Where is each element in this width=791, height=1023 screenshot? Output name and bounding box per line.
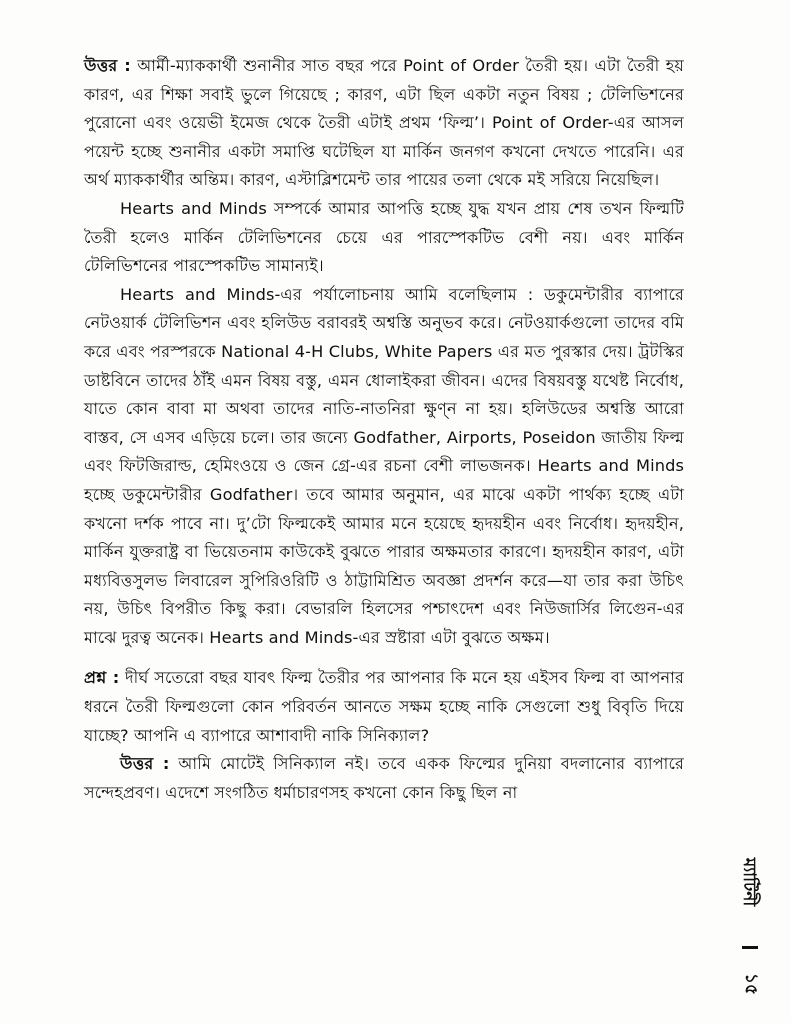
question-label: প্রশ্ন : [84,668,120,688]
page-number: ১৫ [741,972,761,996]
paragraph-question [84,664,684,750]
book-title: ম্যাটিনী [739,857,759,907]
answer-label: উত্তর : [120,754,170,774]
paragraph-hearts-and-minds-review [84,281,684,653]
answer-label: উত্তর : [84,56,131,75]
paragraph-hearts-and-minds-objection [84,195,684,281]
paragraph-answer-1 [84,52,684,195]
paragraph-text: Hearts and Minds-এর পর্যালোচনায় আমি বলেছিলাম : ডকুমেন্টারীর ব্যাপারে নেটওয়ার্ক টেলিভিশন এবং হলিউড বরাবরই অশ্বস্তি অনুভব করে। নেটওয়ার্কগুলো তাদের বমি করে এবং পরস্পরকে National 4-H Clubs, White Papers এর মত পুরস্কার দেয়। ট্রটস্কির ডাষ্টবিনে তাদের ঠাঁই এমন বিষয় বস্তু, এমন ধোলাইকরা জীবন। এদের বিষয়বস্তু যথেষ্ট নির্বোধ, যাতে কোন বাবা মা অথবা তাদের নাতি-নাতনিরা ক্ষুণ্ন না হয়। হলিউডের অশ্বস্তি আরো বাস্তব, সে এসব এড়িয়ে চলে। তার জন্যে Godfather, Airports, Poseidon জাতীয় ফিল্ম এবং ফিটজিরাল্ড, হেমিংওয়ে ও জেন গ্রে-এর রচনা বেশী লাভজনক। Hearts and Minds হচ্ছে ডকুমেন্টারীর Godfather। তবে আমার অনুমান, এর মাঝে একটা পার্থক্য হচ্ছে এটা কখনো দর্শক পাবে না। দু’টো ফিল্মকেই আমার মনে হয়েছে হৃদয়হীন এবং নির্বোধ। হৃদয়হীন, মার্কিন যুক্তরাষ্ট্র বা ভিয়েতনাম কাউকেই বুঝতে পারার অক্ষমতার কারণে। হৃদয়হীন কারণ, এটা মধ্যবিত্তসুলভ লিবারেল সুপিরিওরিটি ও ঠাট্টামিশ্রিত অবজ্ঞা প্রদর্শন করে—যা তার করা উচিৎ নয়, উচিৎ বিপরীত কিছু করা। বেভারলি হিলসের পশ্চাৎদেশ এবং নিউজার্সির লিগুেন-এর মাঝে দুরত্ব অনেক। Hearts and Minds-এর স্রষ্টারা এটা বুঝতে অক্ষম। [84,284,684,647]
paragraph-text: আমি মোটেই সিনিক্যাল নই। তবে একক ফিল্মের দুনিয়া বদলানোর ব্যাপারে সন্দেহপ্রবণ। এদেশে সংগঠিত ধর্মাচারণসহ কখনো কোন কিছু ছিল না [84,754,684,802]
separator-bar [742,946,758,949]
paragraph-gap [84,652,684,664]
paragraph-text: দীর্ঘ সতেরো বছর যাবৎ ফিল্ম তৈরীর পর আপনার কি মনে হয় এইসব ফিল্ম বা আপনার ধরনে তৈরী ফিল্মগুলো কোন পরিবর্তন আনতে সক্ষম হচ্ছে নাকি সেগুলো শুধু বিবৃতি দিয়ে যাচ্ছে? আপনি এ ব্যাপারে আশাবাদী নাকি সিনিক্যাল? [84,668,685,745]
paragraph-text: Hearts and Minds সম্পর্কে আমার আপত্তি হচ্ছে যুদ্ধ যখন প্রায় শেষ তখন ফিল্মটি তৈরী হলেও মার্কিন টেলিভিশনের চেয়ে এর পারস্পেকটিভ বেশী নয়। এবং মার্কিন টেলিভিশনের পারস্পেকটিভ সামান্যই। [84,198,684,276]
running-header-sidebar [738,857,762,1012]
paragraph-answer-2 [84,750,684,807]
page-body [84,52,684,807]
paragraph-text: আর্মী-ম্যাককার্থী শুনানীর সাত বছর পরে Point of Order তৈরী হয়। এটা তৈরী হয় কারণ, এর শিক্ষা সবাই ভুলে গিয়েছে ; কারণ, এটা ছিল একটা নতুন বিষয় ; টেলিভিশনের পুরোনো এবং ওয়েভী ইমেজ থেকে তৈরী এটাই প্রথম ‘ফিল্ম’। Point of Order-এর আসল পয়েন্ট হচ্ছে শুনানীর একটা সমাপ্তি ঘটেছিল যা মার্কিন জনগণ কখনো দেখতে পারেনি। এর অর্থ ম্যাককার্থীর অন্তিম। কারণ, এস্টাব্লিশমেন্ট তার পায়ের তলা থেকে মই সরিয়ে নিয়েছিল। [84,56,684,190]
